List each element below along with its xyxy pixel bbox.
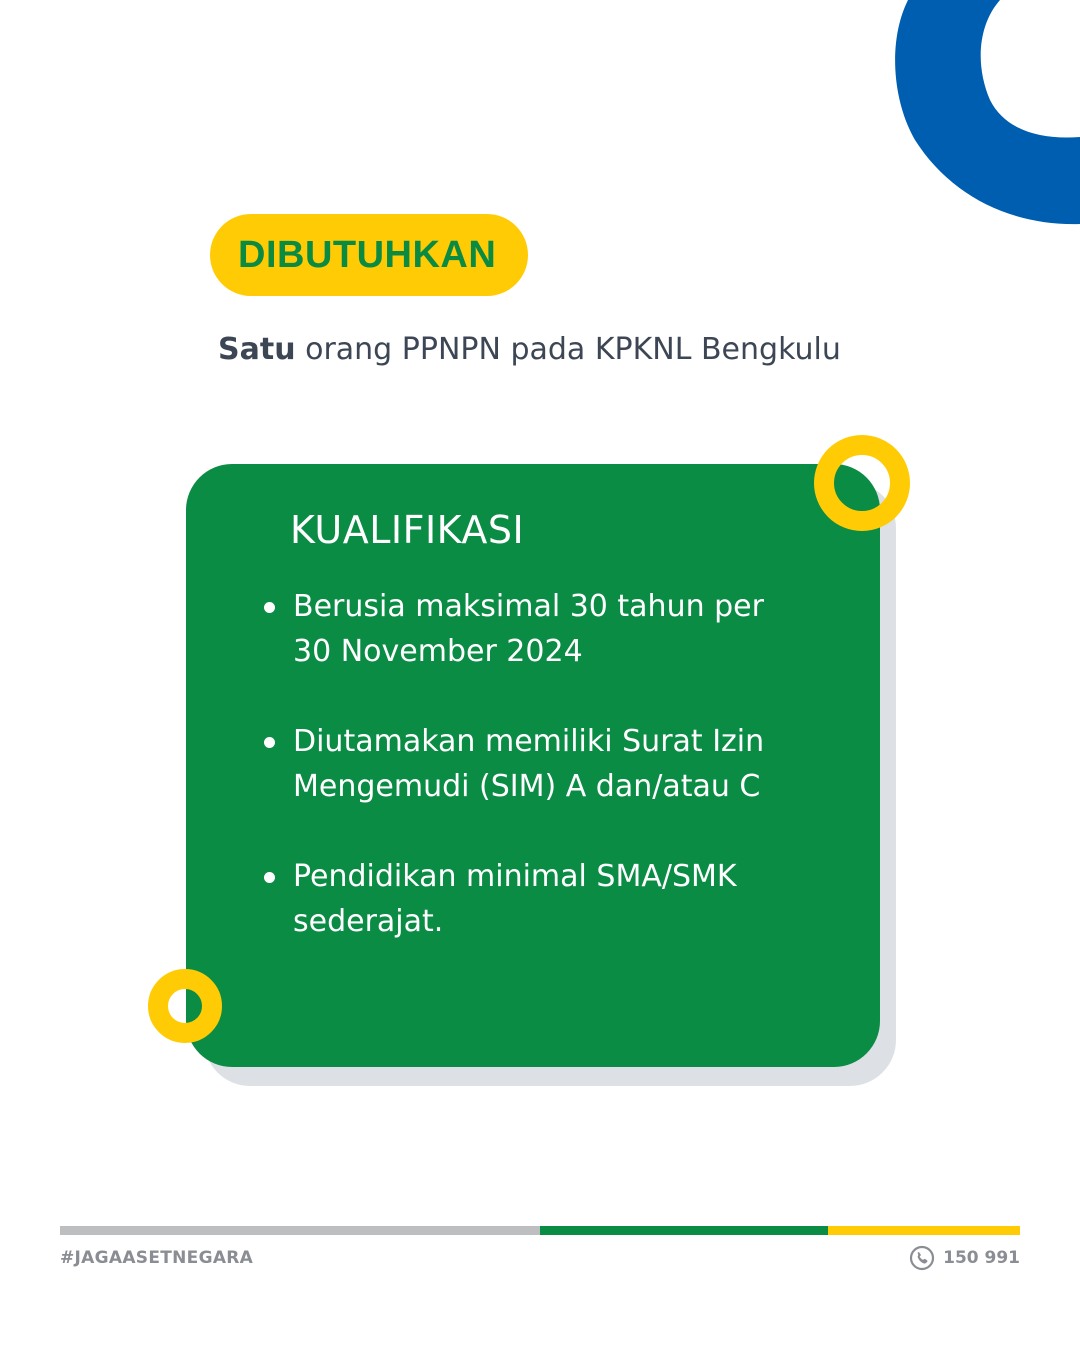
phone-number: 150 991 <box>943 1248 1020 1268</box>
list-item: Pendidikan minimal SMA/SMK sederajat. <box>260 854 780 944</box>
dibutuhkan-badge <box>210 214 528 296</box>
footer-bar-yellow <box>828 1226 1020 1235</box>
badge-label: DIBUTUHKAN <box>238 233 497 276</box>
hashtag: #JAGAASETNEGARA <box>60 1248 254 1268</box>
blue-corner-shape <box>895 0 1080 224</box>
list-item: Berusia maksimal 30 tahun per 30 November 2024 <box>260 584 780 674</box>
qualification-card <box>186 464 880 1067</box>
qualification-list <box>260 584 780 989</box>
footer-bar-gray <box>60 1226 540 1235</box>
footer-bar-green <box>540 1226 828 1235</box>
phone-contact <box>909 1245 1020 1271</box>
phone-icon <box>909 1245 935 1271</box>
subtitle <box>218 332 841 367</box>
subtitle-rest: orang PPNPN pada KPKNL Bengkulu <box>295 332 841 367</box>
subtitle-strong: Satu <box>218 332 296 367</box>
list-item: Diutamakan memiliki Surat Izin Mengemudi (SIM) A dan/atau C <box>260 719 780 809</box>
card-title: KUALIFIKASI <box>290 508 525 552</box>
